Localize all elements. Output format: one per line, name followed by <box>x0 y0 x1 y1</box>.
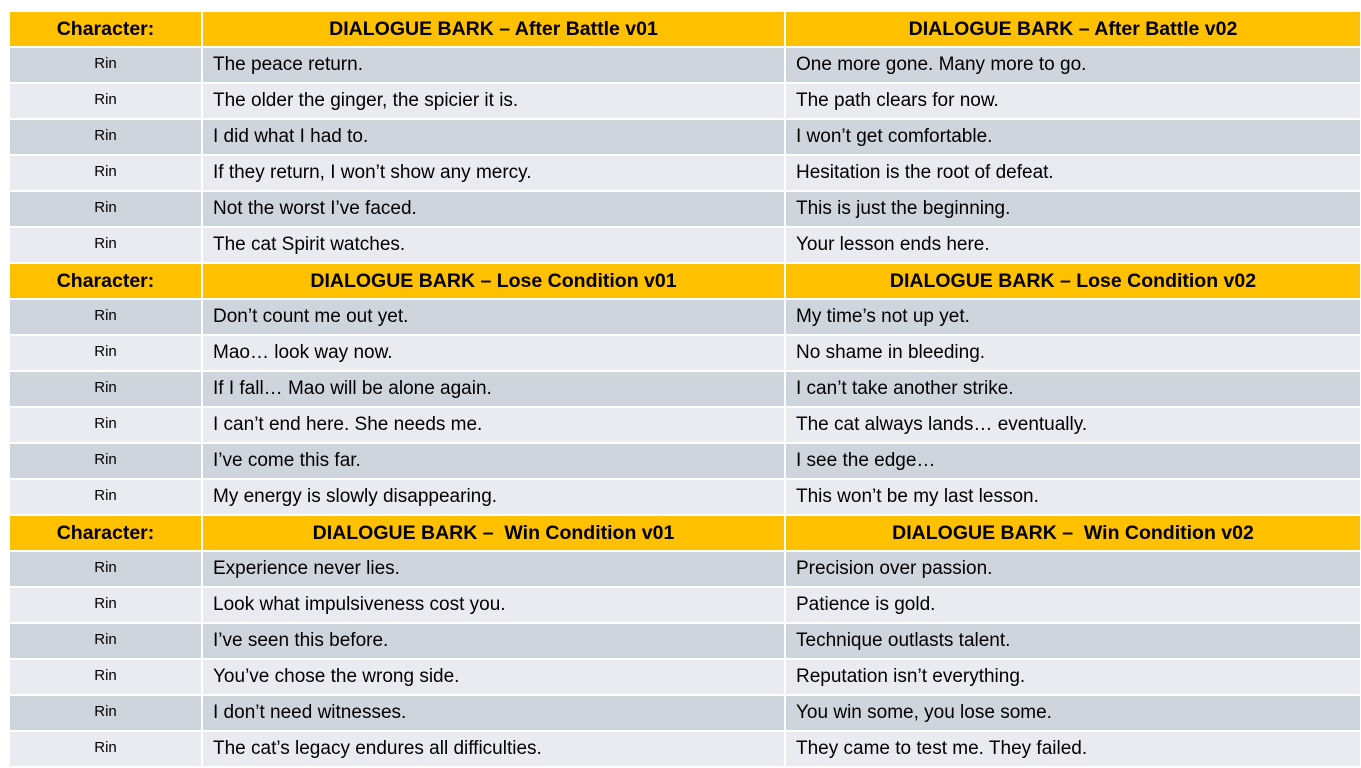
table-row <box>9 119 1361 155</box>
header-character-label: Character: <box>9 515 202 551</box>
table-row <box>9 731 1361 767</box>
bark-line-v2-cell: Patience is gold. <box>785 587 1361 623</box>
table-row <box>9 83 1361 119</box>
bark-line-v1-cell: The cat Spirit watches. <box>202 227 785 263</box>
header-version-2-title: DIALOGUE BARK – Lose Condition v02 <box>785 263 1361 299</box>
table-row <box>9 47 1361 83</box>
table-row <box>9 227 1361 263</box>
bark-line-v2-cell: This won’t be my last lesson. <box>785 479 1361 515</box>
header-version-1-title: DIALOGUE BARK – After Battle v01 <box>202 11 785 47</box>
bark-line-v1-cell: Look what impulsiveness cost you. <box>202 587 785 623</box>
bark-line-v1-cell: I’ve come this far. <box>202 443 785 479</box>
character-name-cell: Rin <box>9 731 202 767</box>
bark-line-v2-cell: The path clears for now. <box>785 83 1361 119</box>
bark-line-v1-cell: If they return, I won’t show any mercy. <box>202 155 785 191</box>
table-body <box>9 11 1361 767</box>
bark-line-v1-cell: I can’t end here. She needs me. <box>202 407 785 443</box>
bark-line-v1-cell: Mao… look way now. <box>202 335 785 371</box>
table-row <box>9 623 1361 659</box>
bark-line-v2-cell: The cat always lands… eventually. <box>785 407 1361 443</box>
character-name-cell: Rin <box>9 407 202 443</box>
character-name-cell: Rin <box>9 587 202 623</box>
bark-line-v2-cell: Hesitation is the root of defeat. <box>785 155 1361 191</box>
table-row <box>9 443 1361 479</box>
character-name-cell: Rin <box>9 47 202 83</box>
header-character-label: Character: <box>9 263 202 299</box>
character-name-cell: Rin <box>9 191 202 227</box>
dialogue-bark-table <box>8 10 1361 768</box>
table-row <box>9 587 1361 623</box>
bark-line-v2-cell: This is just the beginning. <box>785 191 1361 227</box>
bark-line-v2-cell: I won’t get comfortable. <box>785 119 1361 155</box>
bark-line-v1-cell: Don’t count me out yet. <box>202 299 785 335</box>
bark-line-v2-cell: I see the edge… <box>785 443 1361 479</box>
table-row <box>9 335 1361 371</box>
table-row <box>9 371 1361 407</box>
bark-line-v1-cell: You’ve chose the wrong side. <box>202 659 785 695</box>
bark-line-v1-cell: The older the ginger, the spicier it is. <box>202 83 785 119</box>
character-name-cell: Rin <box>9 551 202 587</box>
bark-line-v2-cell: I can’t take another strike. <box>785 371 1361 407</box>
bark-line-v1-cell: Not the worst I’ve faced. <box>202 191 785 227</box>
section-header-row <box>9 515 1361 551</box>
table-row <box>9 407 1361 443</box>
section-header-row <box>9 263 1361 299</box>
bark-line-v2-cell: No shame in bleeding. <box>785 335 1361 371</box>
character-name-cell: Rin <box>9 659 202 695</box>
character-name-cell: Rin <box>9 335 202 371</box>
table-row <box>9 695 1361 731</box>
table-row <box>9 299 1361 335</box>
table-row <box>9 155 1361 191</box>
bark-line-v1-cell: If I fall… Mao will be alone again. <box>202 371 785 407</box>
bark-line-v1-cell: Experience never lies. <box>202 551 785 587</box>
bark-line-v2-cell: Precision over passion. <box>785 551 1361 587</box>
bark-line-v2-cell: Your lesson ends here. <box>785 227 1361 263</box>
bark-line-v2-cell: You win some, you lose some. <box>785 695 1361 731</box>
table-row <box>9 551 1361 587</box>
bark-line-v2-cell: My time’s not up yet. <box>785 299 1361 335</box>
table-row <box>9 659 1361 695</box>
character-name-cell: Rin <box>9 155 202 191</box>
header-version-2-title: DIALOGUE BARK – Win Condition v02 <box>785 515 1361 551</box>
bark-line-v1-cell: The peace return. <box>202 47 785 83</box>
character-name-cell: Rin <box>9 83 202 119</box>
bark-line-v1-cell: I did what I had to. <box>202 119 785 155</box>
character-name-cell: Rin <box>9 299 202 335</box>
header-version-2-title: DIALOGUE BARK – After Battle v02 <box>785 11 1361 47</box>
character-name-cell: Rin <box>9 443 202 479</box>
character-name-cell: Rin <box>9 119 202 155</box>
character-name-cell: Rin <box>9 371 202 407</box>
character-name-cell: Rin <box>9 227 202 263</box>
header-character-label: Character: <box>9 11 202 47</box>
bark-line-v2-cell: Reputation isn’t everything. <box>785 659 1361 695</box>
header-version-1-title: DIALOGUE BARK – Win Condition v01 <box>202 515 785 551</box>
bark-line-v1-cell: The cat’s legacy endures all difficulties. <box>202 731 785 767</box>
bark-line-v2-cell: One more gone. Many more to go. <box>785 47 1361 83</box>
table-row <box>9 191 1361 227</box>
character-name-cell: Rin <box>9 623 202 659</box>
table-row <box>9 479 1361 515</box>
bark-line-v2-cell: Technique outlasts talent. <box>785 623 1361 659</box>
bark-line-v1-cell: I’ve seen this before. <box>202 623 785 659</box>
bark-line-v1-cell: My energy is slowly disappearing. <box>202 479 785 515</box>
header-version-1-title: DIALOGUE BARK – Lose Condition v01 <box>202 263 785 299</box>
section-header-row <box>9 11 1361 47</box>
bark-line-v2-cell: They came to test me. They failed. <box>785 731 1361 767</box>
bark-line-v1-cell: I don’t need witnesses. <box>202 695 785 731</box>
character-name-cell: Rin <box>9 479 202 515</box>
character-name-cell: Rin <box>9 695 202 731</box>
